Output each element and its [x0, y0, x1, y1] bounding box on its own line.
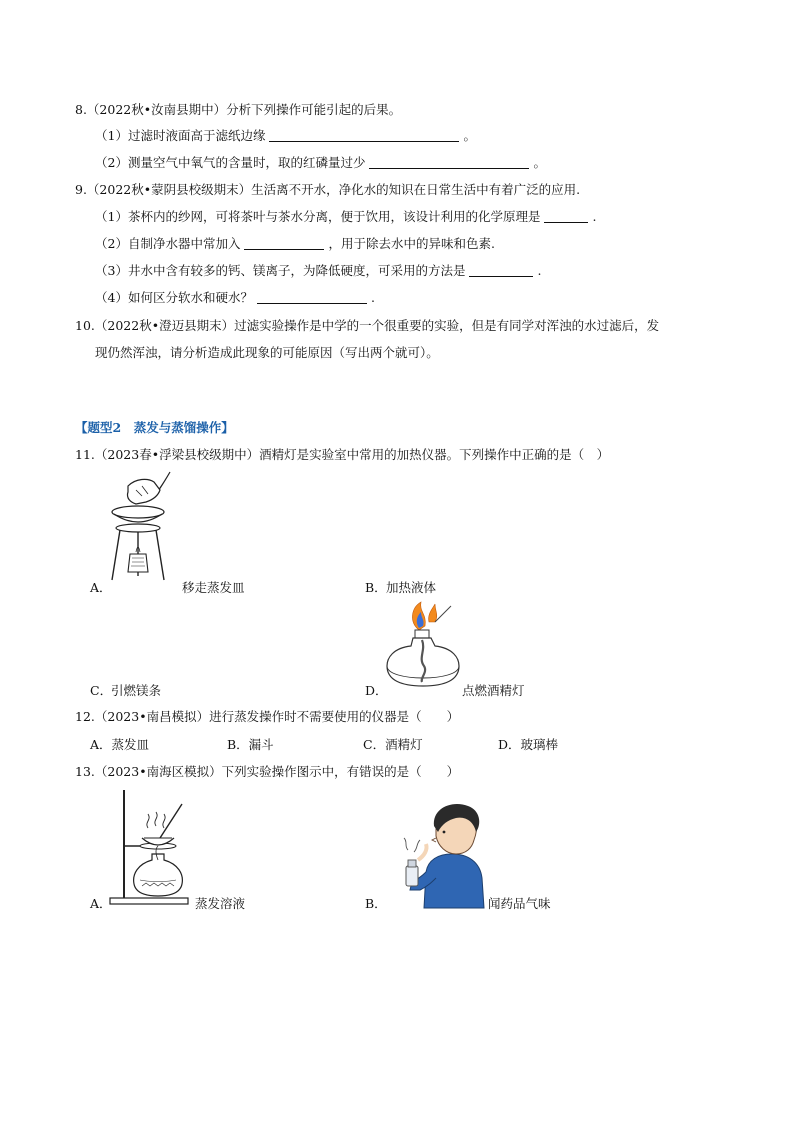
- section-title: 【题型2 蒸发与蒸馏操作】: [75, 420, 234, 435]
- q12-option-c[interactable]: C．酒精灯: [363, 737, 423, 752]
- q9-part1-end: .: [592, 209, 597, 224]
- q9-part2: [95, 234, 495, 252]
- q12-option-a[interactable]: A．蒸发皿: [90, 737, 150, 752]
- q9-part4: [95, 288, 375, 306]
- answer-blank[interactable]: [257, 291, 367, 304]
- q9-part4-end: .: [370, 290, 375, 305]
- evaporating-dish-figure: [108, 472, 178, 584]
- q9-part2-text-a: （2）自制净水器中常加入: [95, 236, 241, 251]
- q11-option-c-letter[interactable]: C．: [90, 683, 113, 698]
- q10-line2: 现仍然浑浊，请分析造成此现象的可能原因（写出两个就可）。: [95, 345, 439, 360]
- q11-option-b-caption: 加热液体: [386, 580, 437, 595]
- q11-option-d-caption: 点燃酒精灯: [462, 683, 525, 698]
- q13-stem: 13.（2023•南海区模拟）下列实验操作图示中，有错误的是（ ）: [75, 764, 460, 779]
- answer-blank[interactable]: [469, 264, 533, 277]
- q9-part1: [95, 207, 596, 225]
- q8-part1: [95, 126, 476, 144]
- q8-part1-end: 。: [463, 128, 476, 143]
- q9-part3-end: .: [537, 263, 542, 278]
- q9-part3-text: （3）井水中含有较多的钙、镁离子，为降低硬度，可采用的方法是: [95, 263, 466, 278]
- q8-part2: [95, 153, 546, 171]
- q13-option-a-caption: 蒸发溶液: [195, 896, 246, 911]
- q12-stem: 12.（2023•南昌模拟）进行蒸发操作时不需要使用的仪器是（ ）: [75, 709, 460, 724]
- q11-stem: 11.（2023春•浮梁县校级期中）酒精灯是实验室中常用的加热仪器。下列操作中正确的是（ ）: [75, 447, 610, 462]
- answer-blank[interactable]: [544, 210, 588, 223]
- alcohol-lamp-figure: [385, 600, 465, 692]
- q10-line1: 10.（2022秋•澄迈县期末）过滤实验操作是中学的一个很重要的实验，但是有同学对浑浊的水过滤后，发: [75, 318, 660, 333]
- q11-option-b-letter[interactable]: B．: [365, 580, 387, 595]
- q11-option-d-letter[interactable]: D．: [365, 683, 388, 698]
- q13-option-b-caption: 闻药品气味: [488, 896, 551, 911]
- evaporation-apparatus-figure: [108, 788, 190, 908]
- q12-option-d[interactable]: D．玻璃棒: [498, 737, 559, 752]
- q11-option-a-caption: 移走蒸发皿: [182, 580, 245, 595]
- q8-part1-text: （1）过滤时液面高于滤纸边缘: [95, 128, 266, 143]
- q8-stem: 8.（2022秋•汝南县期中）分析下列操作可能引起的后果。: [75, 102, 402, 117]
- q13-option-a-letter[interactable]: A．: [90, 896, 112, 911]
- q13-option-b-letter[interactable]: B．: [365, 896, 387, 911]
- q9-part4-text: （4）如何区分软水和硬水？: [95, 290, 253, 305]
- answer-blank[interactable]: [369, 156, 529, 169]
- q9-part1-text: （1）茶杯内的纱网，可将茶叶与茶水分离，便于饮用，该设计利用的化学原理是: [95, 209, 541, 224]
- q9-stem: 9.（2022秋•蒙阴县校级期末）生活离不开水，净化水的知识在日常生活中有着广泛的应用.: [75, 182, 581, 197]
- q11-option-c-caption: 引燃镁条: [111, 683, 162, 698]
- q8-part2-end: 。: [533, 155, 546, 170]
- q11-option-a-letter[interactable]: A．: [90, 580, 112, 595]
- smelling-reagent-figure: [396, 800, 486, 908]
- q8-part2-text: （2）测量空气中氧气的含量时，取的红磷量过少: [95, 155, 366, 170]
- q9-part3: [95, 261, 541, 279]
- q12-option-b[interactable]: B．漏斗: [227, 737, 274, 752]
- q9-part2-text-b: ，用于除去水中的异味和色素.: [328, 236, 495, 251]
- answer-blank[interactable]: [244, 237, 324, 250]
- answer-blank[interactable]: [269, 129, 459, 142]
